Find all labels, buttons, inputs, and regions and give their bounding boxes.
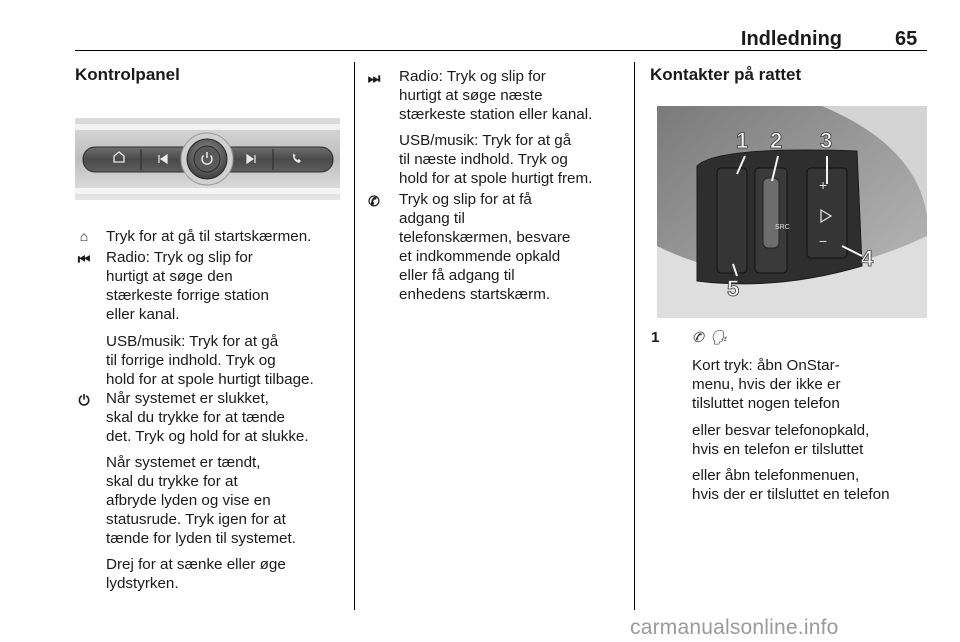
- section-heading-steering-controls: Kontakter på rattet: [650, 65, 802, 84]
- power-on-description: Når systemet er tændt, skal du trykke for at afbryde lyden og vise en statusrude. Tryk igen for at tænde for lyden til systemet.: [106, 454, 296, 547]
- answer-call-description: eller besvar telefonopkald, hvis en telefon er tilsluttet: [692, 422, 870, 458]
- header-divider: [75, 50, 927, 51]
- phone-voice-icons: [692, 329, 727, 346]
- previous-radio-description: Radio: Tryk og slip for hurtigt at søge den stærkeste forrige station eller kanal.: [106, 249, 269, 323]
- next-track-icon: ⏭: [367, 70, 381, 86]
- callout-number: 3: [820, 128, 833, 153]
- home-description: Tryk for at gå til startskærmen.: [106, 228, 312, 245]
- column-divider-right: [634, 62, 635, 610]
- phone-icon: ✆: [368, 193, 380, 209]
- steering-wheel-figure: [657, 106, 927, 318]
- previous-track-icon: ⏮: [77, 251, 91, 267]
- phone-description: Tryk og slip for at få adgang til telefonskærmen, besvare et indkommende opkald eller få adgang til enhedens startskærm.: [399, 191, 571, 303]
- onstar-description: Kort tryk: åbn OnStar- menu, hvis der ikke er tilsluttet nogen telefon: [692, 357, 841, 412]
- next-usb-description: USB/musik: Tryk for at gå til næste indhold. Tryk og hold for at spole hurtigt frem.: [399, 132, 593, 187]
- control-panel-figure: [75, 118, 340, 200]
- callout-number: 1: [736, 128, 749, 153]
- home-icon: ⌂: [79, 228, 89, 244]
- svg-text:−: −: [819, 233, 828, 249]
- callout-number: 5: [727, 276, 740, 301]
- callout-number: 4: [861, 246, 874, 271]
- power-off-description: Når systemet er slukket, skal du trykke for at tænde det. Tryk og hold for at slukke.: [106, 390, 309, 445]
- section-heading-control-panel: Kontrolpanel: [75, 65, 180, 84]
- column-divider-left: [354, 62, 355, 610]
- page-number: 65: [895, 28, 918, 50]
- next-radio-description: Radio: Tryk og slip for hurtigt at søge næste stærkeste station eller kanal.: [399, 68, 593, 123]
- power-icon: ⏻: [78, 392, 90, 408]
- volume-description: Drej for at sænke eller øge lydstyrken.: [106, 556, 286, 592]
- watermark: carmanualsonline.info: [630, 616, 839, 639]
- voice-icon: 🗣: [709, 329, 728, 345]
- item-number: 1: [651, 329, 660, 346]
- svg-text:+: +: [819, 177, 828, 193]
- callout-number: 2: [770, 128, 783, 153]
- phone-icon: ✆: [692, 329, 704, 345]
- chapter-title: Indledning: [740, 28, 842, 50]
- svg-text:SRC: SRC: [775, 224, 790, 231]
- previous-usb-description: USB/musik: Tryk for at gå til forrige indhold. Tryk og hold for at spole hurtigt tilbage.: [106, 333, 314, 388]
- phone-menu-description: eller åbn telefonmenuen, hvis der er tilsluttet en telefon: [692, 467, 890, 503]
